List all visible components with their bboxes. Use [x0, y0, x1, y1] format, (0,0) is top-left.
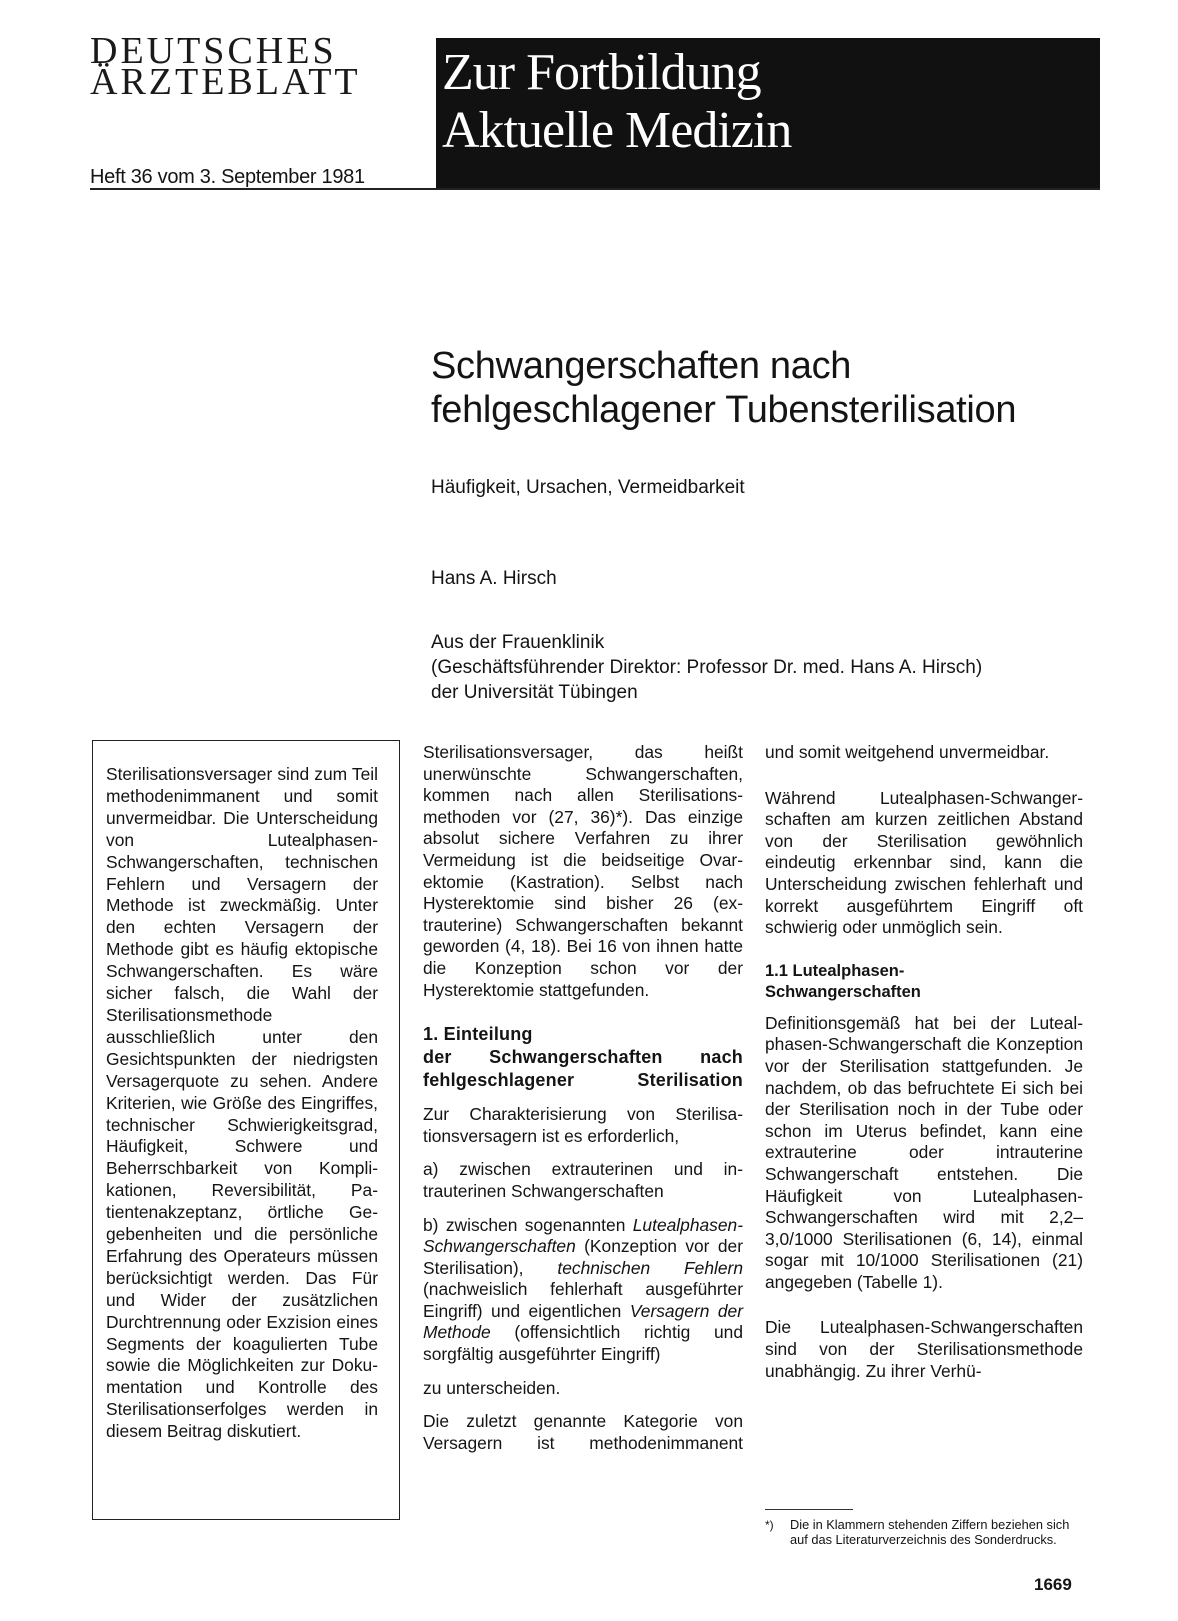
- section-title: [442, 44, 791, 160]
- section-heading-1: [423, 1023, 743, 1092]
- term-method-failure: Versagern der Methode: [423, 1300, 743, 1343]
- paragraph: Die Lutealphasen-Schwangerschaften sind von der Sterilisationsmethode unabhängig. Zu ihrer Verhü-: [765, 1317, 1083, 1381]
- section-title-line2: Aktuelle Medizin: [442, 102, 792, 159]
- paragraph: Definitionsgemäß hat bei der Lutealphasen-Schwangerschaft die Konzeption vor der Sterilisation stattgefunden. Je nachdem, ob das befruchtete Ei sich bei der Sterilisation noch in der Tube oder schon im Uterus befindet, kann eine extrauterine oder intrauterine Schwangerschaft entstehen. Die Häufigkeit von Lutealphasen-Schwangerschaften wird mit 2,2–3,0/1000 Sterilisationen (6, 14), einmal sogar mit 10/1000 Sterilisationen (21) angegeben (Tabelle 1).: [765, 1012, 1083, 1292]
- author-affiliation: [431, 630, 982, 705]
- body-column-3: [765, 742, 1083, 1394]
- section-heading-1-1-line1: 1.1 Lutealphasen-: [765, 961, 905, 980]
- text-run: (nachweislich fehlerhaft ausgeführter Eingriff) und eigentlichen: [423, 1279, 743, 1321]
- section-heading-1-1: [765, 961, 1083, 1003]
- list-item-b: [423, 1215, 743, 1366]
- affiliation-line1: Aus der Frauenklinik: [431, 632, 605, 653]
- section-heading-1-line1: 1. Einteilung: [423, 1024, 533, 1045]
- footnote-rule: [765, 1509, 853, 1510]
- section-heading-1-1-line2: Schwangerschaften: [765, 982, 921, 1001]
- section-heading-1-line2: der Schwangerschaften nach fehlgeschlagener Sterilisation: [423, 1047, 743, 1091]
- issue-line: Heft 36 vom 3. September 1981: [90, 166, 365, 188]
- footnote-mark: *): [765, 1518, 774, 1532]
- article-title-line1: Schwangerschaften nach: [431, 345, 852, 387]
- affiliation-line3: der Universität Tübingen: [431, 682, 638, 703]
- text-run: (offensichtlich richtig und sorgfältig ausgeführter Eingriff): [423, 1322, 743, 1365]
- masthead-line2: ÄRZTEBLATT: [90, 61, 361, 103]
- paragraph: Die zuletzt genannte Kategorie von Versagern ist methodenimmanent: [423, 1411, 743, 1453]
- term-technical-error: technischen Fehlern: [557, 1257, 743, 1278]
- article-title-line2: fehlgeschlagener Tubensterilisation: [431, 389, 1017, 431]
- article-title: [431, 344, 1016, 432]
- paragraph: Während Lutealphasen-Schwangerschaften am kurzen zeitlichen Abstand von der Sterilisation gewöhnlich eindeutig erkennbar sind, kann die Unterscheidung zwischen fehlerhaft und korrekt ausgeführtem Eingriff oft schwierig oder unmöglich sein.: [765, 787, 1083, 938]
- section-title-line1: Zur Fortbildung: [442, 44, 761, 101]
- page-number: 1669: [1034, 1575, 1072, 1594]
- text-run: (Konzeption vor der Sterilisation),: [423, 1236, 743, 1278]
- paragraph: Sterilisationsversager, das heißt unerwünschte Schwangerschaften, kommen nach allen Sterilisationsmethoden vor (27, 36)*). Das einzige absolut sichere Verfahren zu ihrer Vermeidung ist die beidseitige Ovarektomie (Kastration). Selbst nach Hysterektomie sind bisher 26 (extrauterine) Schwangerschaften bekannt geworden (4, 18). Bei 16 von ihnen hatte die Konzeption schon vor der Hysterektomie stattgefunden.: [423, 742, 743, 1000]
- abstract-text: Sterilisationsversager sind zum Teil methodenimmanent und somit unvermeidbar. Die Unterscheidung von Lutealphasen-Schwangerschaften, technischen Fehlern und Versagern der Methode ist zweckmäßig. Unter den echten Versagern der Methode gibt es häufig ektopische Schwangerschaften. Es wäre sicher falsch, die Wahl der Sterilisationsmethode ausschließlich unter den Gesichtspunkten der niedrigsten Versagerquote zu sehen. Andere Kriterien, wie Größe des Eingriffes, technischer Schwierigkeitsgrad, Häufigkeit, Schwere und Beherrschbarkeit von Komplikationen, Reversibilität, Patientenakzeptanz, örtliche Gegebenheiten und die persönliche Erfahrung des Operateurs müssen berücksichtigt werden. Das Für und Wider der zusätzlichen Durchtrennung oder Exzision eines Segments der koagulierten Tube sowie die Möglichkeiten zur Dokumentation und Kontrolle des Sterilisationserfolges werden in diesem Beitrag diskutiert.: [106, 764, 378, 1442]
- list-item-a: a) zwischen extrauterinen und intrauterinen Schwangerschaften: [423, 1159, 743, 1201]
- paragraph: zu unterscheiden.: [423, 1377, 561, 1398]
- journal-masthead: [90, 30, 361, 103]
- paragraph: Zur Charakterisierung von Sterilisationsversagern ist es erforderlich,: [423, 1104, 743, 1146]
- text-run: b) zwischen sogenannten: [423, 1214, 633, 1235]
- affiliation-line2: (Geschäftsführender Direktor: Professor Dr. med. Hans A. Hirsch): [431, 657, 983, 678]
- article-subtitle: Häufigkeit, Ursachen, Vermeidbarkeit: [431, 477, 745, 498]
- footnote-text: Die in Klammern stehenden Ziffern beziehen sich auf das Literaturverzeichnis des Sonderdrucks.: [790, 1517, 1070, 1547]
- masthead-line1: DEUTSCHES: [90, 30, 337, 72]
- article-author: Hans A. Hirsch: [431, 568, 557, 589]
- body-column-2: [423, 742, 743, 1466]
- term-lutealphase: Lutealphasen-Schwangerschaften: [423, 1214, 743, 1257]
- header-rule: [90, 188, 1100, 190]
- paragraph: und somit weitgehend unvermeidbar.: [765, 742, 1050, 762]
